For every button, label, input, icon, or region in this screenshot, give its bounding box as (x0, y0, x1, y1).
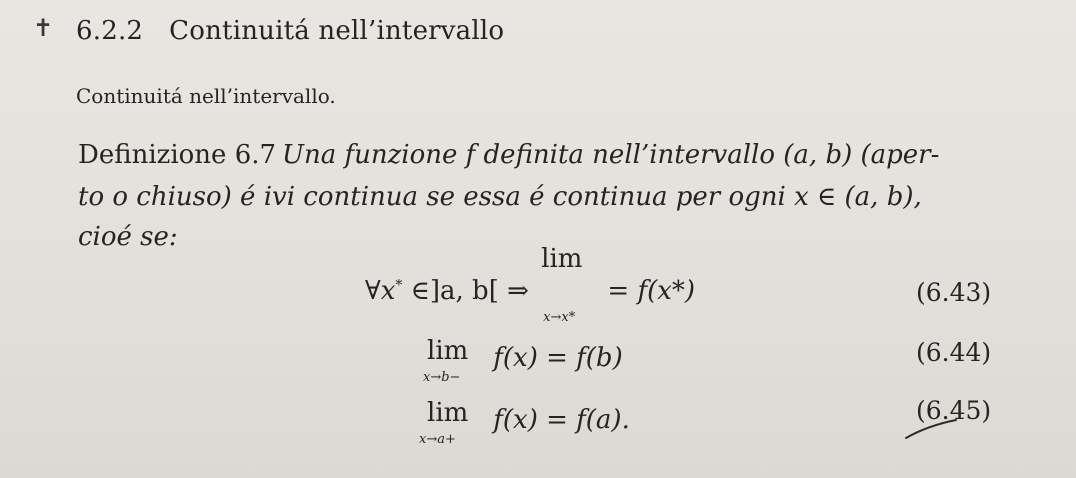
equation-rhs: f(x) = f(a). (485, 405, 630, 435)
equation-6-43 (365, 244, 696, 325)
equation-number: (6.43) (916, 278, 992, 307)
section-title (76, 16, 504, 46)
lim-operator: lim (427, 336, 469, 366)
section-title-text: Continuitá nell’intervallo (169, 16, 505, 46)
lim-subscript: x→x* (543, 310, 576, 325)
equation-number: (6.45) (916, 396, 992, 425)
lim-operator: lim (427, 398, 469, 428)
lim-subscript: x→b− (423, 370, 461, 385)
definition-line-1 (78, 140, 939, 170)
definition-label: Definizione 6.7 (78, 140, 277, 170)
subheading: Continuitá nell’intervallo. (76, 84, 336, 108)
definition-text-1: Una funzione f definita nell’intervallo (a, b) (aper- (282, 140, 940, 170)
forall-term: ∀x (365, 276, 396, 306)
interval-implies: ∈]a, b[ ⇒ (402, 276, 538, 306)
equation-rhs: f(x) = f(b) (485, 343, 623, 373)
section-number: 6.2.2 (76, 16, 144, 46)
equation-rhs: = f(x*) (599, 276, 696, 306)
pen-underline-mark (900, 418, 960, 444)
margin-cross-mark: ✝ (33, 14, 54, 42)
equation-6-44 (423, 336, 623, 385)
definition-line-3: cioé se: (78, 222, 178, 252)
star-superscript: * (395, 277, 403, 294)
equation-number: (6.44) (916, 338, 992, 367)
lim-operator: lim (541, 244, 583, 274)
equation-6-45 (419, 398, 630, 447)
definition-line-2: to o chiuso) é ivi continua se essa é continua per ogni x ∈ (a, b), (78, 182, 922, 212)
lim-subscript: x→a+ (419, 432, 456, 447)
